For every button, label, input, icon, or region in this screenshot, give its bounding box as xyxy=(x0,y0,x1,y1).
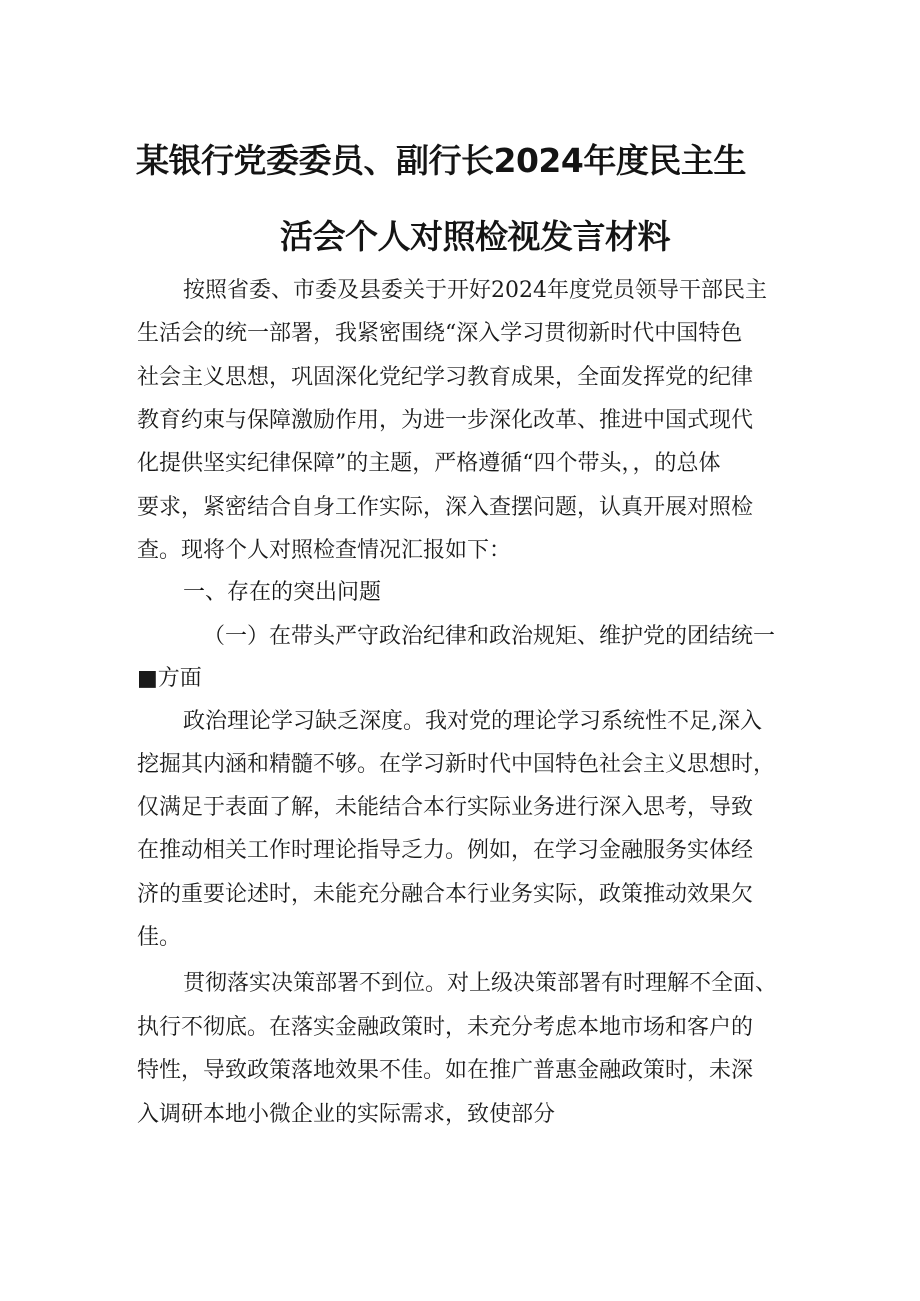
subsection-heading: （一）在带头严守政治纪律和政治规矩、维护党的团结统一 xyxy=(203,624,776,649)
intro-line: 社会主义思想，巩固深化党纪学习教育成果，全面发挥党的纪律 xyxy=(137,365,754,390)
paragraph-line: 挖掘其内涵和精髓不够。在学习新时代中国特色社会主义思想时， xyxy=(137,752,776,777)
intro-line: 按照省委、市委及县委关于开好2024年度党员领导干部民主 xyxy=(183,278,767,303)
intro-line: 生活会的统一部署，我紧密围绕“深入学习贯彻新时代中国特色 xyxy=(137,321,743,346)
paragraph-line: 济的重要论述时，未能充分融合本行业务实际，政策推动效果欠 xyxy=(137,882,754,907)
paragraph-line: 执行不彻底。在落实金融政策时，未充分考虑本地市场和客户的 xyxy=(137,1015,754,1040)
section-heading: 一、存在的突出问题 xyxy=(183,580,382,605)
paragraph-line: 在推动相关工作时理论指导乏力。例如，在学习金融服务实体经 xyxy=(137,838,754,863)
subsection-heading-cont: ■方面 xyxy=(137,666,202,691)
paragraph-line: 政治理论学习缺乏深度。我对党的理论学习系统性不足,深入 xyxy=(183,709,762,734)
paragraph-line: 仅满足于表面了解，未能结合本行实际业务进行深入思考，导致 xyxy=(137,795,754,820)
paragraph-line: 特性，导致政策落地效果不佳。如在推广普惠金融政策时，未深 xyxy=(137,1058,754,1083)
intro-line: 化提供坚实纪律保障”的主题，严格遵循“四个带头，，的总体 xyxy=(137,451,721,476)
intro-line: 教育约束与保障激励作用，为进一步深化改革、推进中国式现代 xyxy=(137,408,754,433)
document-title-line-1: 某银行党委委员、副行长2024年度民主生 xyxy=(136,141,746,180)
intro-line: 查。现将个人对照检查情况汇报如下： xyxy=(137,538,512,563)
paragraph-line: 贯彻落实决策部署不到位。对上级决策部署有时理解不全面、 xyxy=(183,971,778,996)
document-title-line-2: 活会个人对照检视发言材料 xyxy=(280,217,670,256)
paragraph-line: 入调研本地小微企业的实际需求，致使部分 xyxy=(137,1102,556,1127)
intro-line: 要求，紧密结合自身工作实际，深入查摆问题，认真开展对照检 xyxy=(137,495,754,520)
paragraph-line: 佳。 xyxy=(137,925,182,950)
